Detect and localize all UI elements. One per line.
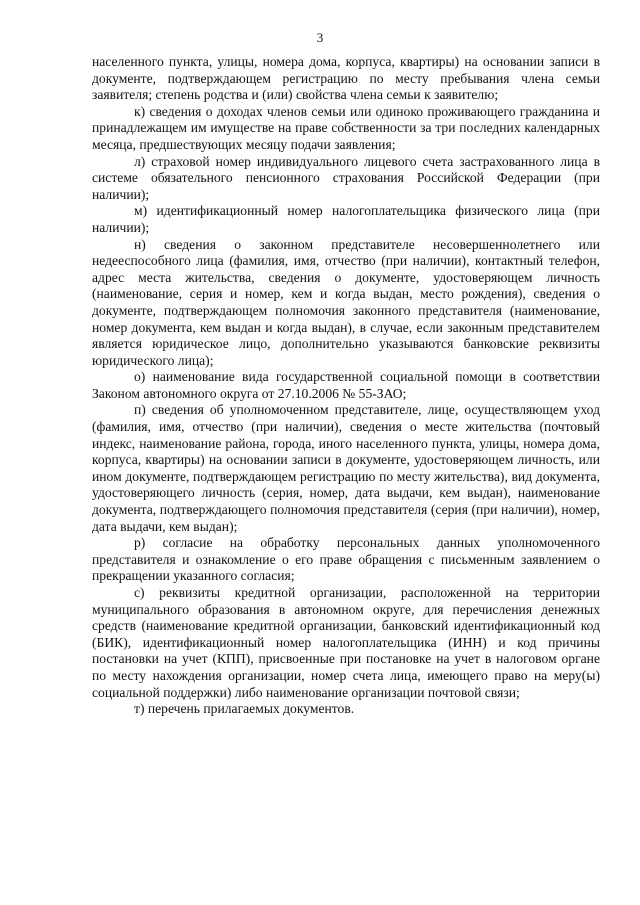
paragraph-item-t: т) перечень прилагаемых документов. <box>134 701 355 717</box>
document-body <box>92 54 600 718</box>
paragraph-item-o: о) наименование вида государственной социальной помощи в соответствии Законом автономного округа от 27.10.2006 № 55-ЗАО; <box>92 369 600 401</box>
paragraph-item-k: к) сведения о доходах членов семьи или одиноко проживающего гражданина и принадлежащем им имуществе на праве собственности за три последних календарных месяца, предшествующих месяцу подачи заявления; <box>92 103 600 152</box>
paragraph-item-s: с) реквизиты кредитной организации, расположенной на территории муниципального образования в автономном округе, для перечисления денежных средств (наименование кредитной организации, банковский идентификационный код (БИК), идентификационный номер налогоплательщика (ИНН) и код причины постановки на учет (КПП), присвоенные при постановке на учет в налоговом органе по месту нахождения организации, номер счета лица, имеющего право на меру(ы) социальной поддержки) либо наименование организации почтовой связи; <box>92 585 600 700</box>
paragraph-item-l: л) страховой номер индивидуального лицевого счета застрахованного лица в системе обязательного пенсионного страхования Российской Федерации (при наличии); <box>92 153 600 202</box>
paragraph-item-p: п) сведения об уполномоченном представителе, лице, осуществляющем уход (фамилия, имя, отчество (при наличии), сведения о месте жительства (почтовый индекс, наименование района, города, иного населенного пункта, улицы, номера дома, корпуса, квартиры) на основании записи в документе, удостоверяющем личность, или ином документе, подтверждающем регистрацию по месту жительства), вид документа, удостоверяющего личность (серия, номер, дата выдачи, кем выдан), наименование документа, подтверждающего полномочия представителя (серия (при наличии), номер, дата выдачи, кем выдан); <box>92 402 600 534</box>
paragraph-item-m: м) идентификационный номер налогоплательщика физического лица (при наличии); <box>92 203 600 235</box>
page-number: 3 <box>316 30 324 45</box>
paragraph-item-n: н) сведения о законном представителе несовершеннолетнего или недееспособного лица (фамилия, имя, отчество (при наличии), контактный телефон, адрес места жительства, сведения о документе, удостоверяющем личность (наименование, серия и номер, кем и когда выдан, место рождения), сведения о документе, подтверждающем полномочия законного представителя (наименование, номер документа, кем выдан и когда выдан), в случае, если законным представителем является юридическое лицо, дополнительно указываются банковские реквизиты юридического лица); <box>92 236 600 368</box>
paragraph-continuation: населенного пункта, улицы, номера дома, корпуса, квартиры) на основании записи в документе, подтверждающем регистрацию по месту пребывания члена семьи заявителя; степень родства и (или) свойства члена семьи к заявителю; <box>92 54 600 103</box>
paragraph-item-r: р) согласие на обработку персональных данных уполномоченного представителя и ознакомление о его праве обращения с письменным заявлением о прекращении указанного согласия; <box>92 535 600 584</box>
